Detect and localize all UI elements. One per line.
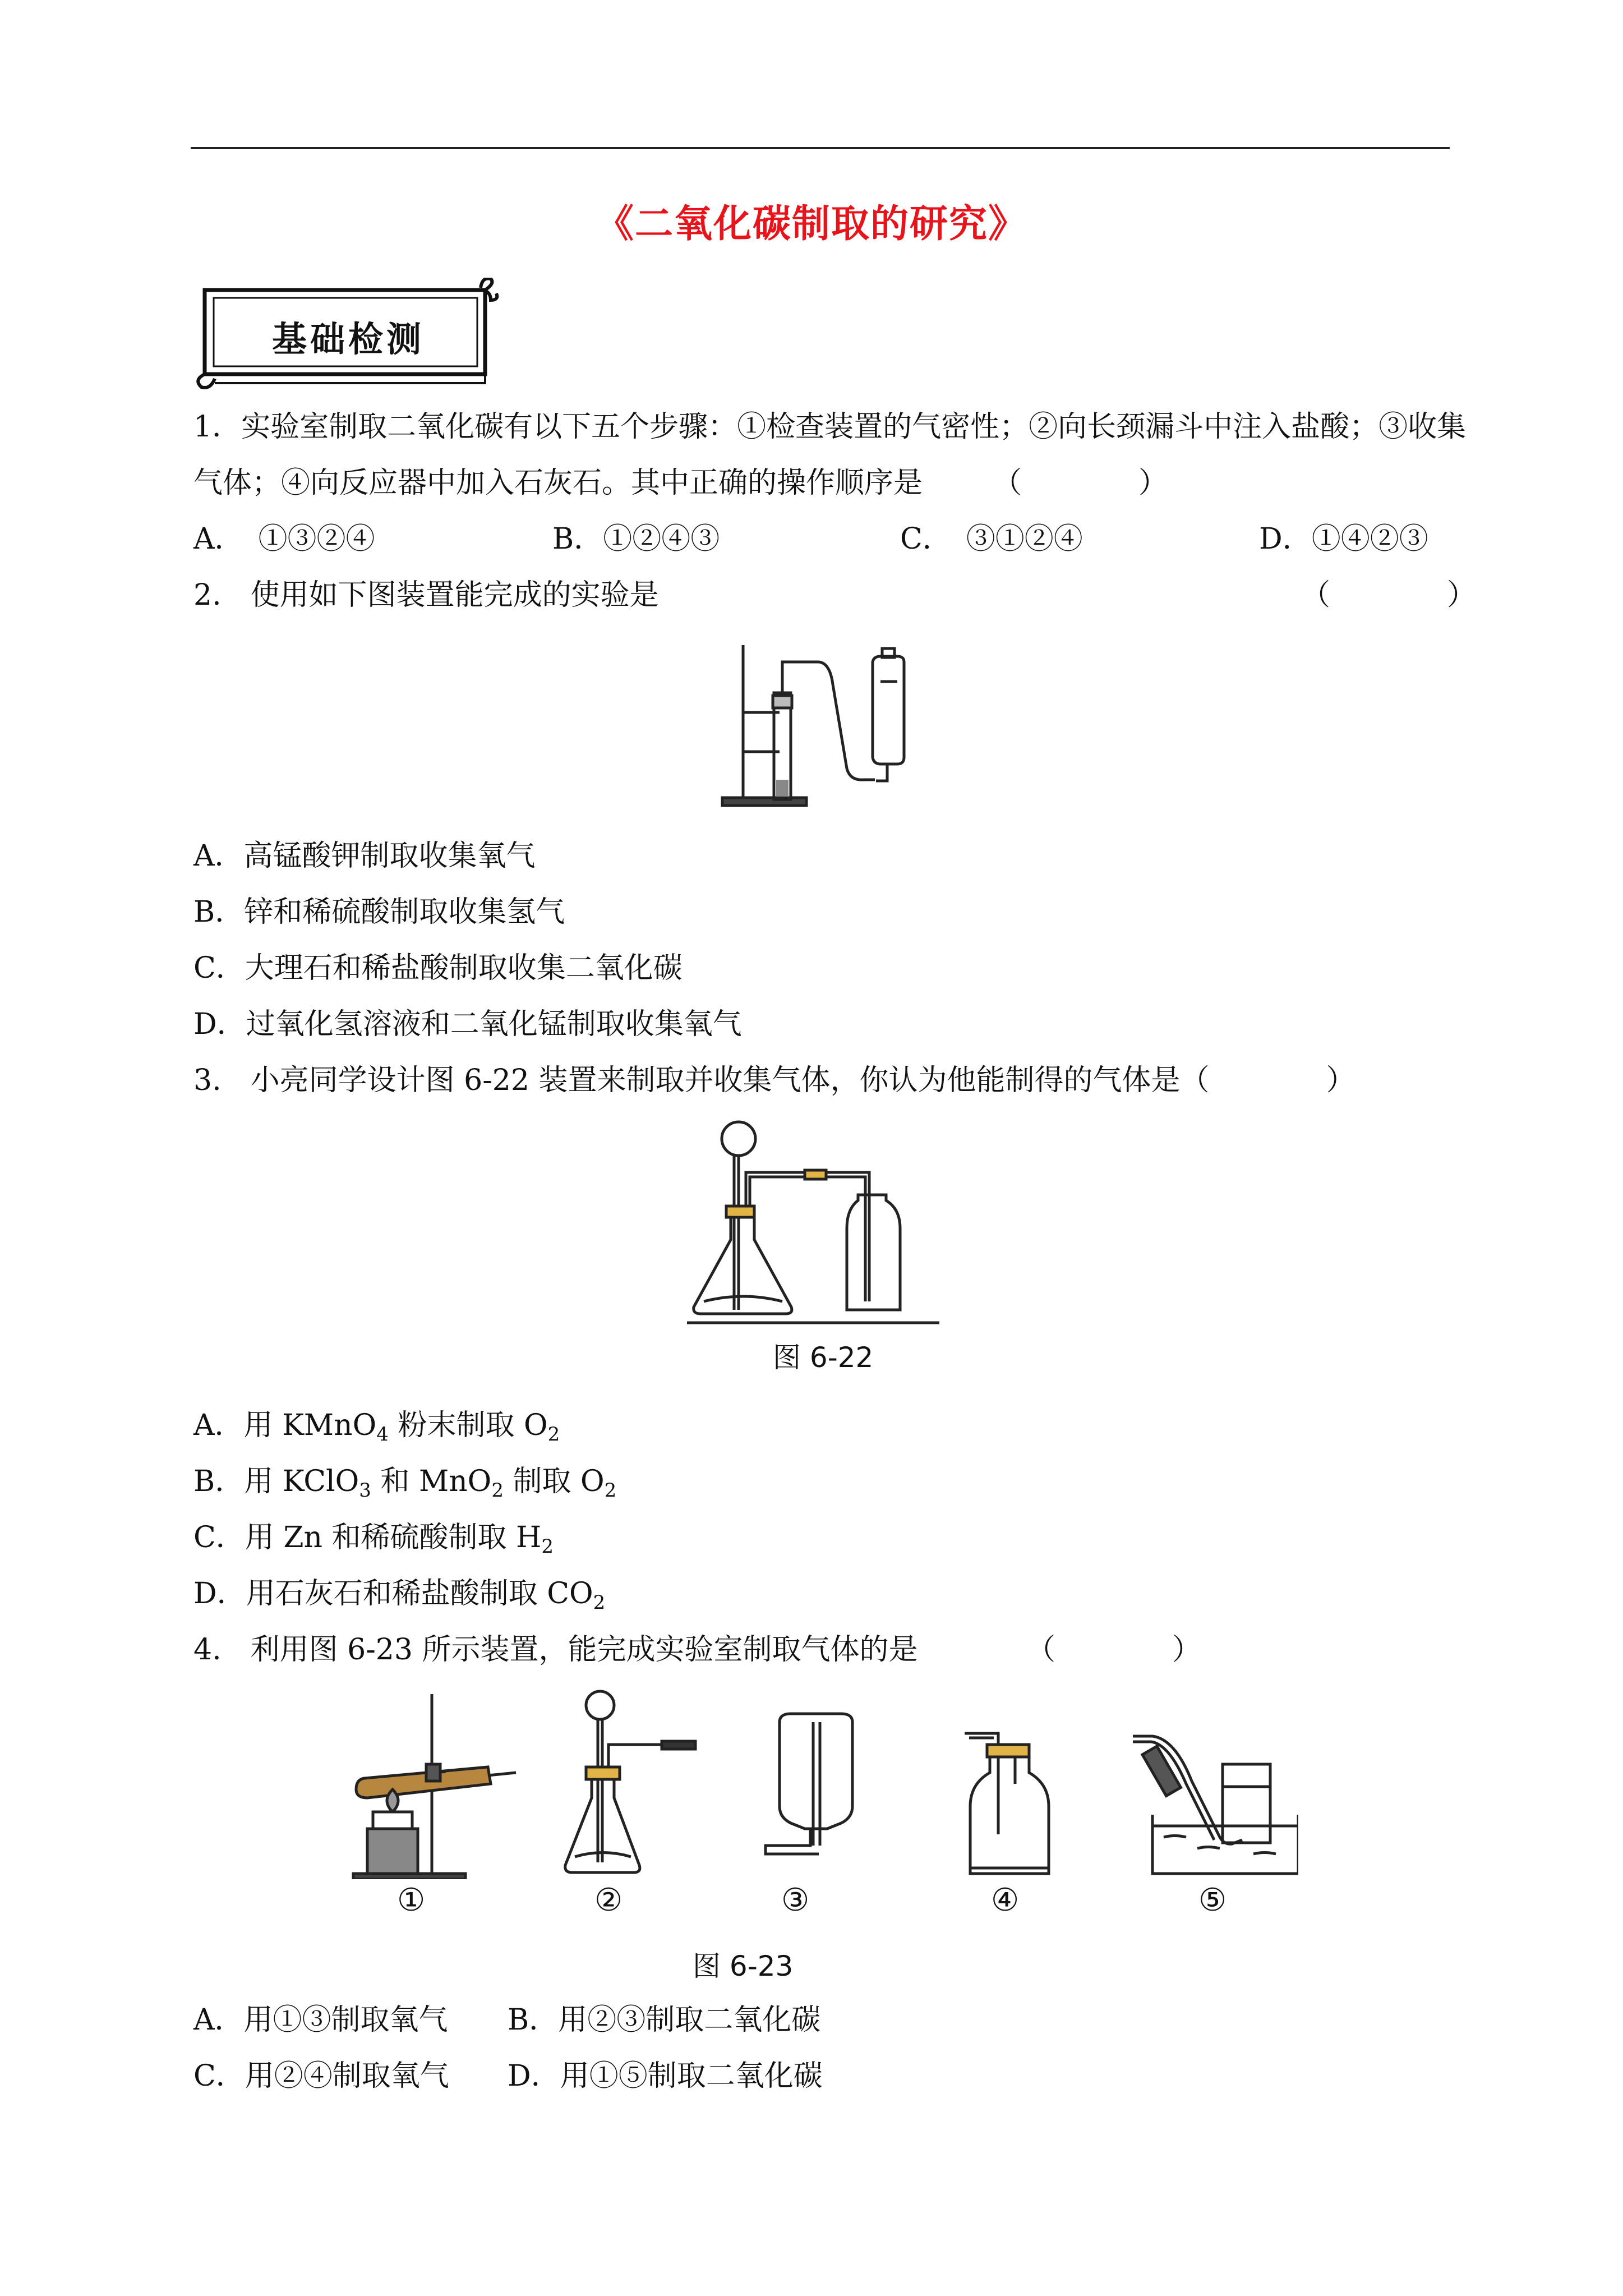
q4-label-2: ② (594, 1882, 623, 1918)
q4-option-a: A．用①③制取氧气 (193, 2003, 448, 2037)
q1-line1: 1．实验室制取二氧化碳有以下五个步骤：①检查装置的气密性；②向长颈漏斗中注入盐酸；③收集 (193, 410, 1467, 444)
q3-option-c: C．用 Zn 和稀硫酸制取 $H_2$ (193, 1521, 554, 1558)
q4-figure-caption: 图 6-23 (693, 1950, 794, 1982)
q2-answer-paren: （ ） (1301, 578, 1477, 612)
q2-option-b: B．锌和稀硫酸制取收集氢气 (193, 895, 565, 929)
q4-apparatus-2 (561, 1688, 701, 1879)
q4-apparatus-1 (348, 1688, 538, 1879)
q3-option-d: D．用石灰石和稀盐酸制取 $CO_2$ (193, 1577, 606, 1614)
q2-apparatus-figure (718, 639, 909, 811)
q2-option-a: A．高锰酸钾制取收集氧气 (193, 839, 536, 873)
q3-text: 3. 小亮同学设计图 6-22 装置来制取并收集气体，你认为他能制得的气体是（ ） (193, 1064, 1355, 1097)
q1-option-c: C． ③①②④ (900, 522, 1083, 556)
q1-option-a: A． ①③②④ (193, 522, 375, 556)
q4-apparatus-3 (757, 1711, 869, 1874)
q4-text: 4. 利用图 6-23 所示装置，能完成实验室制取气体的是 (193, 1633, 918, 1667)
q4-apparatus-4 (953, 1722, 1066, 1879)
q3-option-b: B．用 KClO$_3$ 和 MnO$_2$ 制取 $O_2$ (193, 1465, 617, 1502)
q3-option-a: A．用 KMnO$_4$ 粉末制取 $O_2$ (193, 1409, 560, 1446)
q2-text: 2. 使用如下图装置能完成的实验是 (193, 578, 659, 612)
q2-option-c: C．大理石和稀盐酸制取收集二氧化碳 (193, 951, 683, 985)
q1-option-d: D．①④②③ (1259, 522, 1428, 556)
q4-option-b: B．用②③制取二氧化碳 (508, 2003, 821, 2037)
q4-option-c: C．用②④制取氧气 (193, 2059, 449, 2093)
q1-answer-paren: （ ） (993, 466, 1168, 500)
q3-figure-caption: 图 6-22 (773, 1341, 874, 1374)
q1-line2: 气体；④向反应器中加入石灰石。其中正确的操作顺序是 (193, 466, 923, 500)
header-rule (191, 147, 1450, 149)
q4-label-3: ③ (781, 1882, 810, 1918)
q3-apparatus-figure (687, 1116, 939, 1327)
q4-apparatus-5 (1130, 1725, 1298, 1882)
q4-answer-paren: （ ） (1026, 1633, 1202, 1667)
section-label: 基础检测 (272, 319, 425, 360)
q1-option-b: B．①②④③ (552, 522, 720, 556)
page-title: 《二氧化碳制取的研究》 (595, 201, 1027, 246)
q4-option-d: D．用①⑤制取二氧化碳 (508, 2059, 823, 2093)
q4-label-1: ① (397, 1882, 426, 1918)
section-banner (193, 278, 499, 390)
q4-label-5: ⑤ (1198, 1882, 1227, 1918)
q4-label-4: ④ (991, 1882, 1020, 1918)
q2-option-d: D．过氧化氢溶液和二氧化锰制取收集氧气 (193, 1007, 742, 1041)
